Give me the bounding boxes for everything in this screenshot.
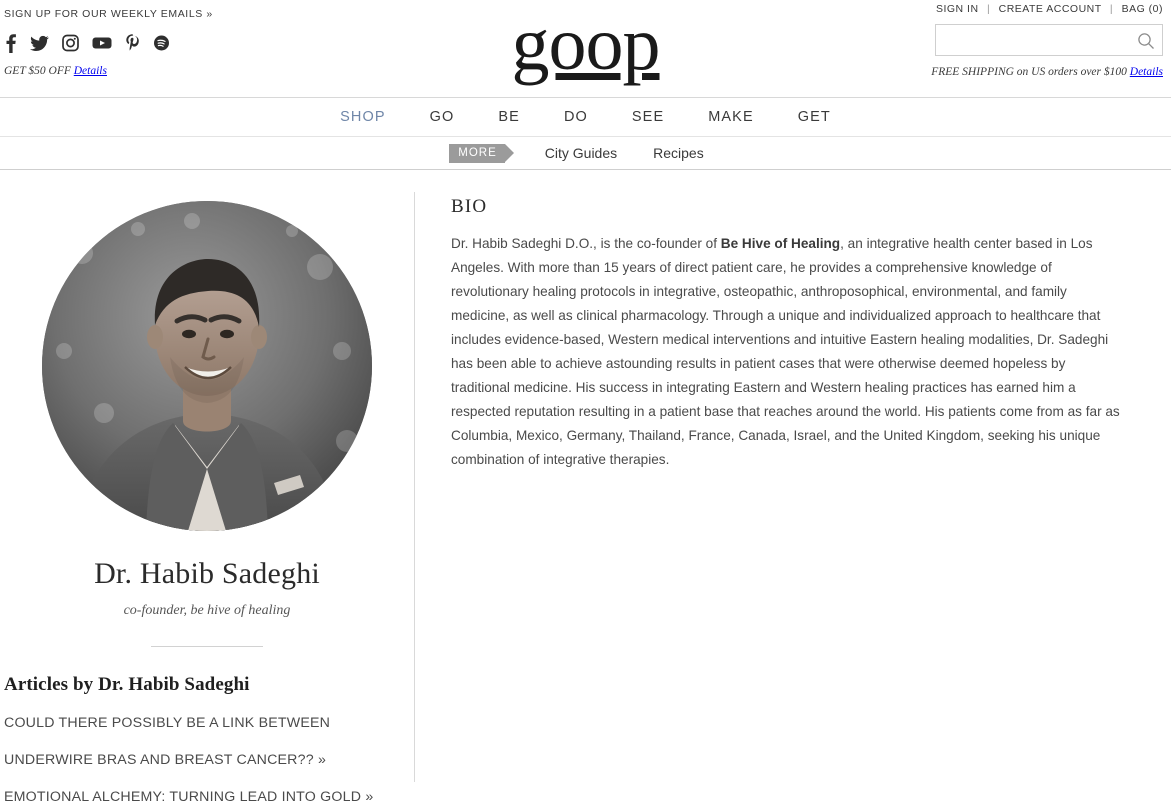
main-content <box>0 170 1171 807</box>
nav-item-go[interactable]: GO <box>429 109 455 125</box>
nav-item-city-guides[interactable]: City Guides <box>544 145 618 161</box>
person-role: co-founder, be hive of healing <box>123 603 291 618</box>
separator: | <box>1109 3 1114 15</box>
create-account-link[interactable]: CREATE ACCOUNT <box>998 3 1102 15</box>
promo-get-off-details-link[interactable]: Details <box>73 65 107 77</box>
bio-heading: BIO <box>451 196 488 217</box>
divider <box>151 646 263 647</box>
bio-part-2: , an integrative health center based in Los Angeles. With more than 15 years of direct patient care, he provides a comprehensive knowledge of revolutionary healing protocols in integrative, osteopathic, anthroposophical, environmental, and family medicine, as well as clinical pharmacology. Through a unique and individualized approach to healthcare that includes evidence-based, Western medical interventions and intuitive Eastern healing modalities, Dr. Sadeghi has been able to achieve astounding results in patient cases that were otherwise deemed hopeless by traditional medicine. His success in integrating Eastern and Western healing practices has earned him a respected reputation resulting in a patient base that reaches around the world. His patients come from as far as Columbia, Mexico, Germany, Thailand, France, Canada, Israel, and the United Kingdom, seeking his unique combination of integrative therapies. <box>451 236 1120 467</box>
article-link[interactable]: COULD THERE POSSIBLY BE A LINK BETWEEN <box>4 715 331 731</box>
top-bar-right <box>833 0 1163 78</box>
top-bar <box>0 0 1171 97</box>
nav-item-get[interactable]: GET <box>797 109 831 125</box>
profile-column <box>0 192 414 807</box>
portrait-photo <box>42 201 372 531</box>
promo-get-off-text: GET $50 OFF <box>4 65 71 77</box>
nav-item-make[interactable]: MAKE <box>708 109 754 125</box>
nav-item-do[interactable]: DO <box>563 109 588 125</box>
pinterest-icon[interactable] <box>125 33 140 53</box>
instagram-icon[interactable] <box>62 33 79 53</box>
bio-part-1: Dr. Habib Sadeghi D.O., is the co-founder of <box>451 236 721 251</box>
weekly-emails-link[interactable]: SIGN UP FOR OUR WEEKLY EMAILS » <box>4 8 213 20</box>
facebook-icon[interactable] <box>4 33 17 53</box>
bio-clinic-name: Be Hive of Healing <box>720 236 841 251</box>
bag-link[interactable]: BAG (0) <box>1121 3 1163 15</box>
page-title: Dr. Habib Sadeghi <box>94 557 320 590</box>
youtube-icon[interactable] <box>92 33 112 53</box>
promo-get-off <box>4 65 424 77</box>
account-links <box>833 0 1163 15</box>
free-shipping-details-link[interactable]: Details <box>1129 66 1163 78</box>
site-logo[interactable]: goop <box>511 2 660 86</box>
search-icon[interactable] <box>1137 32 1155 55</box>
separator: | <box>986 3 991 15</box>
social-links <box>4 33 424 53</box>
nav-item-see[interactable]: SEE <box>631 109 665 125</box>
free-shipping-note <box>833 66 1163 78</box>
nav-item-be[interactable]: BE <box>498 109 520 125</box>
nav-item-shop[interactable]: SHOP <box>340 109 386 125</box>
sign-in-link[interactable]: SIGN IN <box>935 3 979 15</box>
article-link[interactable]: UNDERWIRE BRAS AND BREAST CANCER?? » <box>4 752 327 768</box>
free-shipping-text: FREE SHIPPING on US orders over $100 <box>931 66 1127 78</box>
articles-heading: Articles by Dr. Habib Sadeghi <box>4 674 250 695</box>
spotify-icon[interactable] <box>153 33 170 53</box>
search-box[interactable] <box>935 24 1163 56</box>
twitter-icon[interactable] <box>30 33 49 53</box>
secondary-nav <box>0 137 1171 170</box>
top-bar-left <box>4 8 424 77</box>
bio-text <box>451 232 1123 472</box>
primary-nav <box>0 97 1171 137</box>
search-input[interactable] <box>972 25 1162 55</box>
article-link[interactable]: EMOTIONAL ALCHEMY: TURNING LEAD INTO GOLD » <box>4 789 374 805</box>
bio-column <box>415 192 1171 807</box>
nav-item-recipes[interactable]: Recipes <box>653 145 704 161</box>
more-tag[interactable]: MORE <box>449 144 505 163</box>
